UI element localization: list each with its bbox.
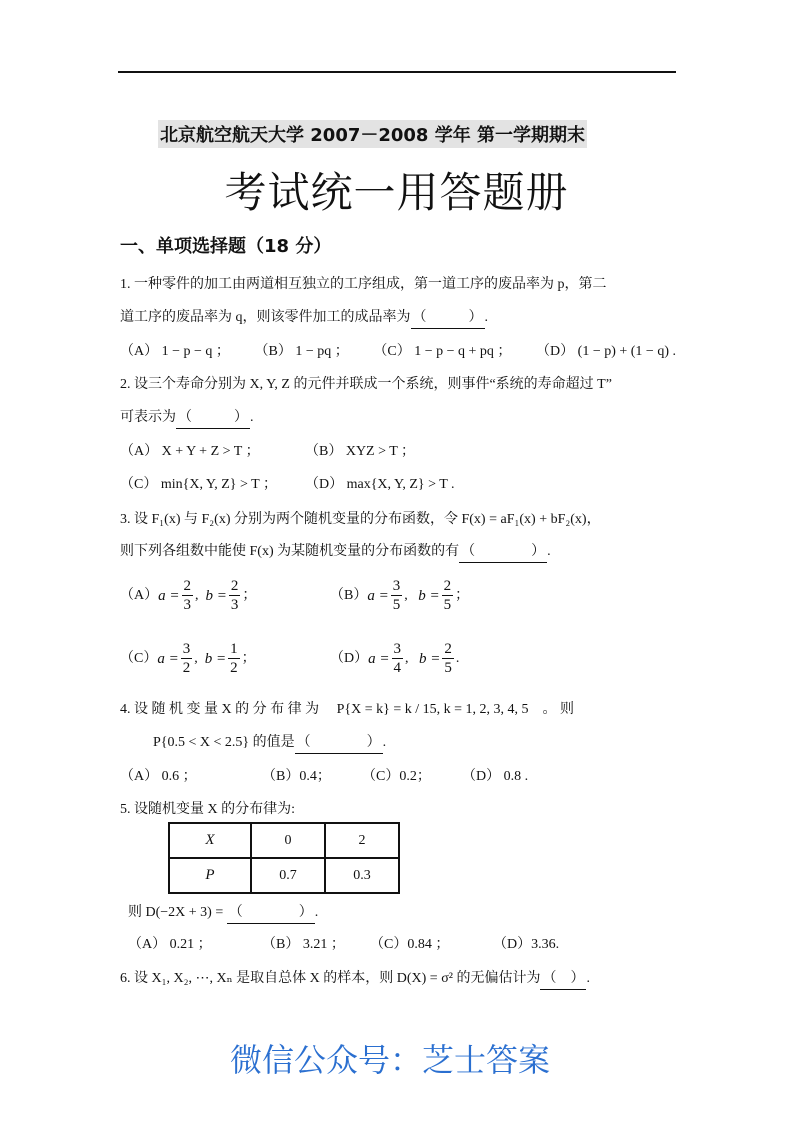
q1-options: [120, 342, 676, 362]
q1-option-c: （C） 1 − p − q + pq ；: [373, 344, 512, 359]
q4-option-d: （D） 0.8 .: [462, 769, 529, 784]
q2-option-d: （D） max{X, Y, Z} > T .: [305, 477, 455, 492]
table-row: [169, 823, 399, 858]
q2-option-a: （A） X + Y + Z > T ；: [120, 444, 260, 459]
q6-answer-blank: （ ）: [540, 969, 586, 990]
university-header: 北京航空航天大学 2007－2008 学年 第一学期期末: [158, 120, 587, 148]
q1-text: 道工序的废品率为 q，则该零件加工的成品率为: [120, 310, 411, 325]
q3-options-row1: [120, 577, 676, 614]
q3-option-a: （A） a = $\frac{2}{3}$ , b = $\frac{2}{3}$ ；: [120, 578, 257, 613]
table-cell: 0.3: [325, 858, 399, 893]
q4-option-a: （A） 0.6 ；: [120, 769, 197, 784]
distribution-table: [168, 822, 400, 894]
q2-options-row2: [120, 475, 676, 495]
table-cell: 2: [325, 823, 399, 858]
table-cell: P: [169, 858, 251, 893]
q3-options-row2: [120, 640, 676, 677]
q2-end: .: [250, 410, 254, 425]
q4-option-c: （C）0.2；: [362, 769, 431, 784]
q6-end: .: [586, 971, 590, 986]
table-cell: X: [169, 823, 251, 858]
q1-option-a: （A） 1 − p − q ；: [120, 344, 230, 359]
q6-text: 6. 设 X₁, X₂, ⋯, Xₙ 是取自总体 X 的样本，则 D(X) = σ² 的无偏估计为: [120, 971, 541, 986]
q3-line2: [120, 542, 551, 563]
q4-line2: [153, 733, 386, 754]
q5-text: 则 D(−2X + 3) =: [128, 905, 224, 920]
q4-option-b: （B）0.4；: [262, 769, 331, 784]
q2-options-row1: [120, 442, 676, 462]
q6-line1: [120, 969, 590, 990]
q4-line1: 4. 设 随 机 变 量 X 的 分 布 律 为 P{X = k} = k / 15, k = 1, 2, 3, 4, 5 。 则: [120, 702, 575, 717]
q3-option-b: （B） a = $\frac{3}{5}$ , b = $\frac{2}{5}$ ；: [330, 578, 470, 613]
q3-text: 则下列各组数中能使 F(x) 为某随机变量的分布函数的有: [120, 544, 460, 559]
q3-end: .: [547, 544, 551, 559]
q5-line1: 5. 设随机变量 X 的分布律为:: [120, 802, 295, 817]
q2-line2: [120, 408, 254, 429]
q5-end: .: [314, 905, 319, 920]
q4-end: .: [382, 735, 387, 750]
q1-answer-blank: （ ）: [411, 308, 485, 329]
q4-text: P{0.5 < X < 2.5} 的值是: [153, 735, 295, 750]
q5-option-d: （D）3.36.: [493, 937, 560, 952]
page-title: 考试统一用答题册: [224, 168, 569, 217]
q2-line1: 2. 设三个寿命分别为 X, Y, Z 的元件并联成一个系统，则事件“系统的寿命超过 T”: [120, 377, 612, 392]
section-title: 一、单项选择题（18 分）: [120, 236, 332, 257]
q3-option-c: （C） a = $\frac{3}{2}$ , b = $\frac{1}{2}$ ；: [120, 641, 256, 676]
q4-options: [120, 767, 676, 787]
q3-option-d: （D） a = $\frac{3}{4}$ , b = $\frac{2}{5}$ .: [330, 641, 460, 676]
q2-option-b: （B） XYZ > T ；: [305, 444, 416, 459]
q4-answer-blank: （ ）: [295, 733, 383, 754]
q5-option-a: （A） 0.21 ；: [128, 937, 212, 952]
q1-line1: 1. 一种零件的加工由两道相互独立的工序组成，第一道工序的废品率为 p，第二: [120, 277, 607, 292]
table-cell: 0: [251, 823, 325, 858]
q1-end: .: [484, 310, 488, 325]
table-row: [169, 858, 399, 893]
top-rule: [118, 71, 676, 73]
q5-options: [128, 935, 676, 955]
q1-option-d: （D） (1 − p) + (1 − q) .: [536, 344, 676, 359]
q2-answer-blank: （ ）: [176, 408, 250, 429]
table-cell: 0.7: [251, 858, 325, 893]
q5-option-c: （C）0.84 ；: [370, 937, 450, 952]
watermark: 微信公众号：芝士答案: [230, 1041, 551, 1079]
q5-option-b: （B） 3.21 ；: [262, 937, 345, 952]
q3-line1: 3. 设 F₁(x) 与 F₂(x) 分别为两个随机变量的分布函数，令 F(x) = aF₁(x) + bF₂(x)，: [120, 512, 601, 527]
q5-line2: [128, 903, 318, 924]
q2-option-c: （C） min{X, Y, Z} > T ；: [120, 477, 277, 492]
q1-option-b: （B） 1 − pq ；: [254, 344, 349, 359]
q2-text: 可表示为: [120, 410, 176, 425]
q1-line2: [120, 308, 488, 329]
q3-answer-blank: （ ）: [459, 542, 547, 563]
q5-answer-blank: （ ）: [227, 903, 315, 924]
